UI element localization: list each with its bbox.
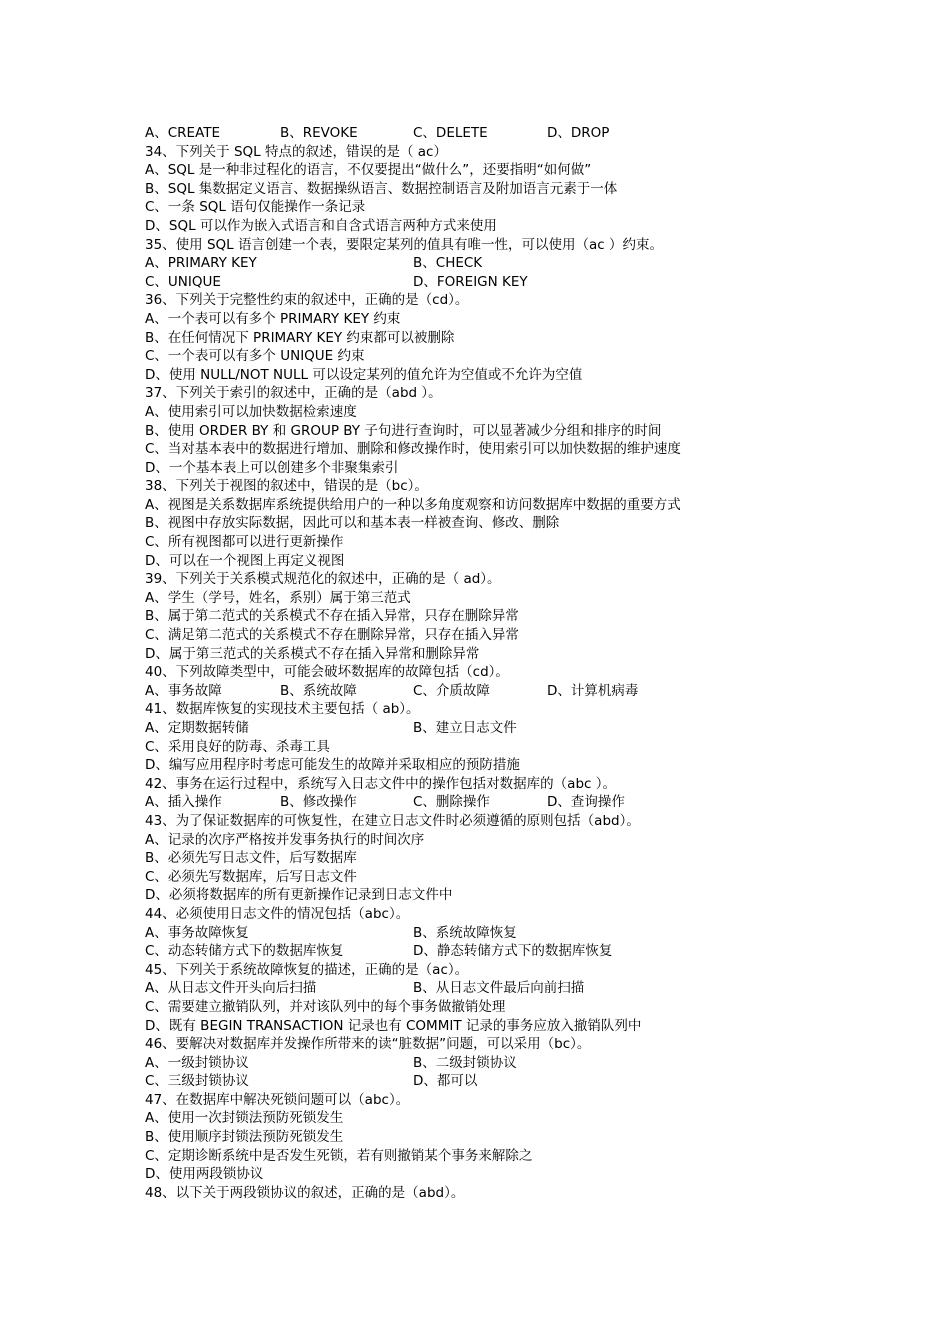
question-line: 35、使用 SQL 语言创建一个表，要限定某列的值具有唯一性，可以使用（ac ）约束。 — [145, 236, 663, 253]
option-line: A、视图是关系数据库系统提供给用户的一种以多角度观察和访问数据库中数据的重要方式 — [145, 496, 681, 513]
option-item: D、FOREIGN KEY — [413, 273, 528, 290]
option-row — [145, 682, 825, 701]
option-item: B、修改操作 — [280, 794, 357, 811]
option-row — [145, 1072, 825, 1091]
option-line: B、属于第二范式的关系模式不存在插入异常，只存在删除异常 — [145, 608, 519, 625]
option-item: B、CHECK — [413, 255, 483, 272]
question-line: 34、下列关于 SQL 特点的叙述，错误的是（ ac） — [145, 143, 447, 160]
option-line: C、需要建立撤销队列，并对该队列中的每个事务做撤销处理 — [145, 998, 506, 1015]
option-line: C、当对基本表中的数据进行增加、删除和修改操作时，使用索引可以加快数据的维护速度 — [145, 441, 681, 458]
option-line: A、使用一次封锁法预防死锁发生 — [145, 1110, 344, 1127]
option-line: D、使用两段锁协议 — [145, 1166, 264, 1183]
option-line: C、采用良好的防毒、杀毒工具 — [145, 738, 330, 755]
option-item: B、二级封锁协议 — [413, 1054, 517, 1071]
option-item: C、动态转储方式下的数据库恢复 — [145, 943, 344, 960]
option-line: C、一个表可以有多个 UNIQUE 约束 — [145, 348, 365, 365]
question-line: 45、下列关于系统故障恢复的描述，正确的是（ac）。 — [145, 961, 469, 978]
option-line: C、所有视图都可以进行更新操作 — [145, 534, 344, 551]
document-body — [145, 124, 825, 1202]
option-line: D、属于第三范式的关系模式不存在插入异常和删除异常 — [145, 645, 480, 662]
question-line: 40、下列故障类型中，可能会破坏数据库的故障包括（cd）。 — [145, 664, 509, 681]
option-line: C、一条 SQL 语句仅能操作一条记录 — [145, 199, 366, 216]
option-item: B、建立日志文件 — [413, 720, 517, 736]
option-line: C、满足第二范式的关系模式不存在删除异常，只存在插入异常 — [145, 627, 519, 644]
option-line: B、使用 ORDER BY 和 GROUP BY 子句进行查询时，可以显著减少分组和排序的时间 — [145, 422, 662, 439]
question-line: 46、要解决对数据库并发操作所带来的读“脏数据”问题，可以采用（bc）。 — [145, 1036, 591, 1053]
option-line: A、学生（学号，姓名，系别）属于第三范式 — [145, 589, 411, 606]
question-line: 36、下列关于完整性约束的叙述中，正确的是（cd）。 — [145, 292, 469, 309]
option-row — [145, 924, 825, 943]
option-item: A、事务故障恢复 — [145, 924, 249, 941]
option-item: A、从日志文件开头向后扫描 — [145, 980, 317, 997]
option-item: C、删除操作 — [413, 794, 490, 811]
option-line: A、SQL 是一种非过程化的语言，不仅要提出“做什么”，还要指明“如何做” — [145, 162, 592, 179]
question-line: 43、为了保证数据库的可恢复性，在建立日志文件时必须遵循的原则包括（abd）。 — [145, 812, 640, 829]
option-item: D、都可以 — [413, 1073, 478, 1090]
option-line: B、视图中存放实际数据，因此可以和基本表一样被查询、修改、删除 — [145, 515, 560, 532]
option-item: A、定期数据转储 — [145, 720, 249, 736]
option-item: C、UNIQUE — [145, 273, 221, 290]
option-line: D、一个基本表上可以创建多个非聚集索引 — [145, 459, 399, 476]
option-line: D、必须将数据库的所有更新操作记录到日志文件中 — [145, 887, 453, 904]
option-item: B、从日志文件最后向前扫描 — [413, 980, 585, 997]
option-line: A、一个表可以有多个 PRIMARY KEY 约束 — [145, 310, 401, 327]
option-item: D、静态转储方式下的数据库恢复 — [413, 943, 613, 960]
option-line: B、必须先写日志文件，后写数据库 — [145, 850, 357, 867]
option-row — [145, 942, 825, 961]
option-item: D、计算机病毒 — [547, 682, 639, 699]
option-row — [145, 273, 825, 292]
question-line: 42、事务在运行过程中，系统写入日志文件中的操作包括对数据库的（abc ）。 — [145, 775, 616, 792]
option-row — [145, 979, 825, 998]
option-row — [145, 793, 825, 812]
option-line: D、编写应用程序时考虑可能发生的故障并采取相应的预防措施 — [145, 757, 520, 774]
question-line: 47、在数据库中解决死锁问题可以（abc）。 — [145, 1091, 410, 1108]
question-line: 39、下列关于关系模式规范化的叙述中，正确的是（ ad）。 — [145, 571, 501, 588]
option-line: D、既有 BEGIN TRANSACTION 记录也有 COMMIT 记录的事务应放入撤销队列中 — [145, 1017, 642, 1034]
option-line: D、SQL 可以作为嵌入式语言和自含式语言两种方式来使用 — [145, 217, 497, 234]
option-item: C、DELETE — [413, 125, 488, 141]
option-line: B、SQL 集数据定义语言、数据操纵语言、数据控制语言及附加语言元素于一体 — [145, 180, 618, 197]
question-line: 38、下列关于视图的叙述中，错误的是（bc）。 — [145, 478, 428, 495]
option-item: D、查询操作 — [547, 794, 625, 811]
option-line: A、记录的次序严格按并发事务执行的时间次序 — [145, 831, 425, 848]
option-item: A、事务故障 — [145, 682, 222, 699]
option-row — [145, 254, 825, 273]
option-item: A、PRIMARY KEY — [145, 255, 257, 272]
option-item: C、三级封锁协议 — [145, 1073, 249, 1090]
option-line: C、定期诊断系统中是否发生死锁，若有则撤销某个事务来解除之 — [145, 1147, 533, 1164]
option-line: B、使用顺序封锁法预防死锁发生 — [145, 1129, 344, 1146]
option-item: A、插入操作 — [145, 794, 222, 811]
option-row — [145, 719, 825, 738]
option-item: A、一级封锁协议 — [145, 1054, 249, 1071]
option-row — [145, 1054, 825, 1073]
option-item: A、CREATE — [145, 125, 221, 141]
question-line: 37、下列关于索引的叙述中，正确的是（abd ）。 — [145, 385, 442, 402]
option-item: B、系统故障恢复 — [413, 924, 517, 941]
option-line: A、使用索引可以加快数据检索速度 — [145, 403, 357, 420]
option-line: D、可以在一个视图上再定义视图 — [145, 552, 345, 569]
option-line: B、在任何情况下 PRIMARY KEY 约束都可以被删除 — [145, 329, 455, 346]
option-item: B、系统故障 — [280, 682, 357, 699]
option-line: D、使用 NULL/NOT NULL 可以设定某列的值允许为空值或不允许为空值 — [145, 366, 583, 383]
question-line: 44、必须使用日志文件的情况包括（abc）。 — [145, 905, 410, 922]
option-item: C、介质故障 — [413, 682, 490, 699]
question-line: 41、数据库恢复的实现技术主要包括（ ab）。 — [145, 701, 420, 718]
option-item: B、REVOKE — [280, 125, 358, 141]
option-item: D、DROP — [547, 125, 610, 141]
question-line: 48、以下关于两段锁协议的叙述，正确的是（abd）。 — [145, 1184, 465, 1201]
option-row — [145, 124, 825, 143]
option-line: C、必须先写数据库，后写日志文件 — [145, 868, 357, 885]
